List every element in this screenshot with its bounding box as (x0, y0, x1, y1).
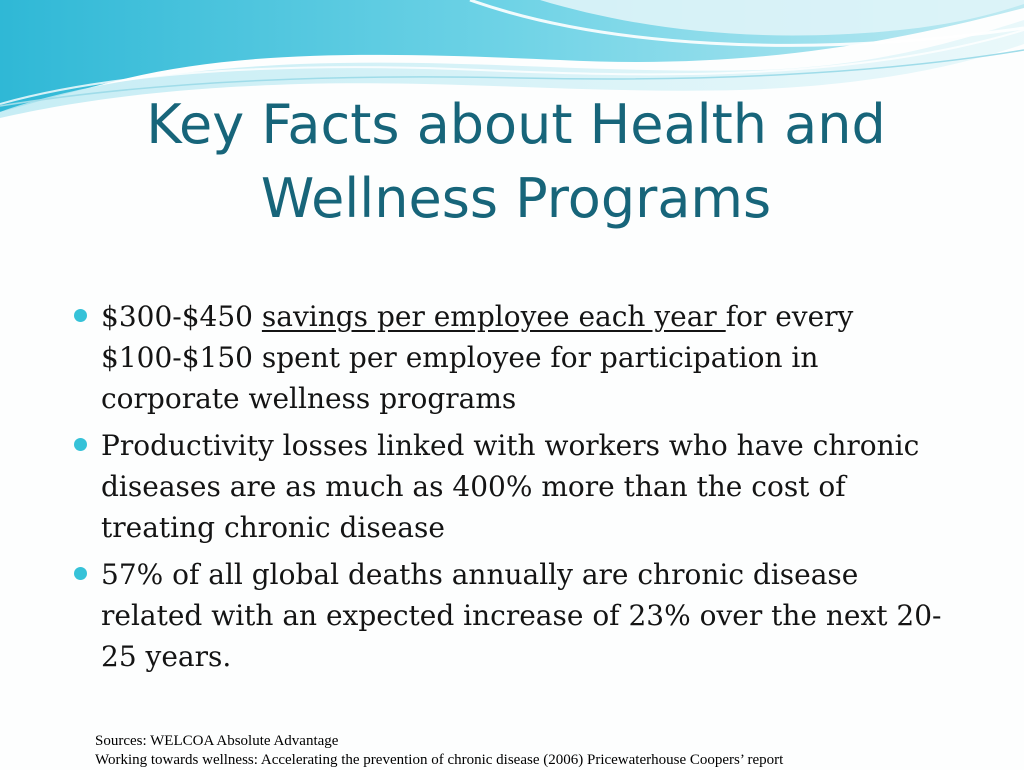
source-line-2: Working towards wellness: Accelerating the prevention of chronic disease (2006) Pricewaterhouse Coopers’ report (95, 752, 784, 768)
bullet-savings (72, 296, 952, 419)
bullet-list (72, 296, 952, 683)
title-line-2: Wellness Programs (260, 167, 772, 230)
bullet-deaths (72, 554, 952, 677)
title-line-1: Key Facts about Health and (146, 93, 886, 156)
bullet-savings-suffix: for every $100-$150 spent per employee for participation in corporate wellness programs (101, 300, 854, 415)
bullet-dot-icon (74, 309, 87, 322)
bullet-dot-icon (74, 438, 87, 451)
source-line-1: Sources: WELCOA Absolute Advantage (95, 733, 339, 749)
sources-footer (95, 732, 995, 770)
bullet-productivity (72, 425, 952, 548)
bullet-dot-icon (74, 567, 87, 580)
bullet-savings-prefix: $300-$450 (101, 300, 262, 333)
bullet-deaths-text: 57% of all global deaths annually are chronic disease related with an expected increase of 23% over the next 20-25 years. (101, 558, 942, 673)
bullet-savings-underlined: savings per employee each year (261, 300, 726, 333)
slide-title (60, 88, 972, 236)
bullet-productivity-text: Productivity losses linked with workers who have chronic diseases are as much as 400% more than the cost of treating chronic disease (101, 429, 920, 544)
